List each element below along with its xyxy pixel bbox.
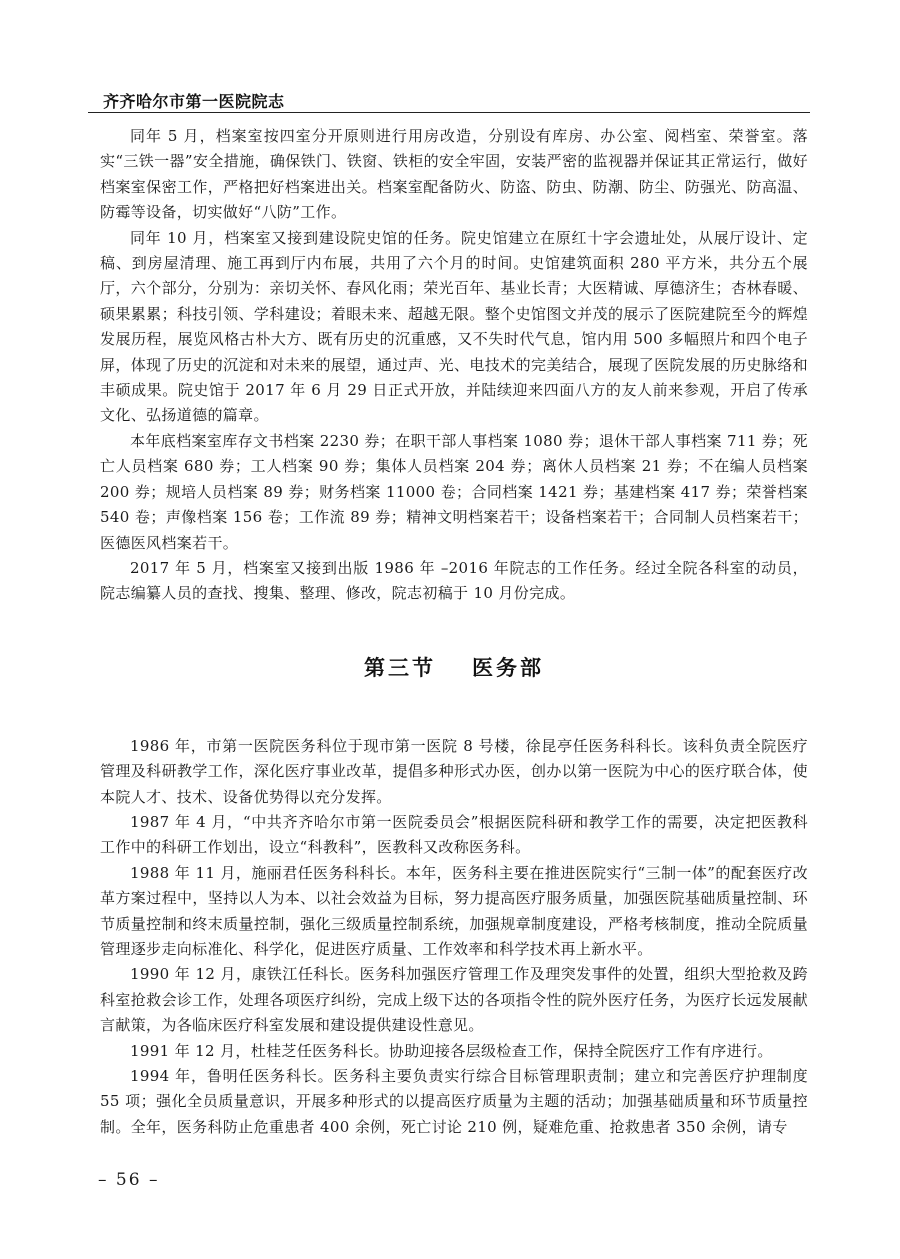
paragraph: 1990 年 12 月，康铁江任科长。医务科加强医疗管理工作及理突发事件的处置，组织大型抢救及跨科室抢救会诊工作，处理各项医疗纠纷，完成上级下达的各项指令性的院外医疗任务，为医疗长远发展献言献策，为各临床医疗科室发展和建设提供建设性意见。: [100, 965, 808, 1035]
paragraph: 1986 年，市第一医院医务科位于现市第一医院 8 号楼，徐昆亭任医务科科长。该科负责全院医疗管理及科研教学工作，深化医疗事业改革，提倡多种形式办医，创办以第一医院为中心的医疗联合体，使本院人才、技术、设备优势得以充分发挥。: [100, 736, 808, 806]
paragraph: 同年 5 月，档案室按四室分开原则进行用房改造，分别设有库房、办公室、阅档室、荣誉室。落实“三铁一器”安全措施，确保铁门、铁窗、铁柜的安全牢固，安装严密的监视器并保证其正常运行，做好档案室保密工作，严格把好档案进出关。档案室配备防火、防盗、防虫、防潮、防尘、防强光、防高温、防霉等设备，切实做好“八防”工作。: [100, 127, 808, 222]
paragraph: 1987 年 4 月，“中共齐齐哈尔市第一医院委员会”根据医院科研和教学工作的需要，决定把医教科工作中的科研工作划出，设立“科教科”，医教科又改称医务科。: [100, 812, 808, 857]
paragraph: 同年 10 月，档案室又接到建设院史馆的任务。院史馆建立在原红十字会遗址处，从展厅设计、定稿、到房屋清理、施工再到厅内布展，共用了六个月的时间。史馆建筑面积 280 平方米，共分五个展厅，六个部分，分别为：亲切关怀、春风化雨；荣光百年、基业长青；大医精诚、厚德济生；杏林春暖、硕果累累；科技引领、学科建设；着眼未来、超越无限。整个史馆图文并茂的展示了医院建院至今的辉煌发展历程，展览风格古朴大方、既有历史的沉重感，又不失时代气息，馆内用 500 多幅照片和四个电子屏，体现了历史的沉淀和对未来的展望，通过声、光、电技术的完美结合，展现了医院发展的历史脉络和丰硕成果。院史馆于 2017 年 6 月 29 日正式开放，并陆续迎来四面八方的友人前来参观，开启了传承文化、弘扬道德的篇章。: [100, 228, 808, 425]
paragraph: 本年底档案室库存文书档案 2230 券；在职干部人事档案 1080 券；退休干部人事档案 711 券；死亡人员档案 680 券；工人档案 90 券；集体人员档案 204 券；离休人员档案 21 券；不在编人员档案 200 券；规培人员档案 89 券；财务档案 11000 卷；合同档案 1421 券；基建档案 417 券；荣誉档案 540 卷；声像档案 156 卷；工作流 89 券；精神文明档案若干；设备档案若干；合同制人员档案若干；医德医风档案若干。: [100, 431, 808, 552]
page-content: [100, 124, 808, 1140]
header-divider: [88, 112, 810, 113]
paragraph: 2017 年 5 月，档案室又接到出版 1986 年 –2016 年院志的工作任务。经过全院各科室的动员，院志编纂人员的查找、搜集、整理、修改，院志初稿于 10 月份完成。: [100, 558, 808, 603]
paragraph: 1988 年 11 月，施丽君任医务科科长。本年，医务科主要在推进医院实行“三制一体”的配套医疗改革方案过程中，坚持以人为本、以社会效益为目标，努力提高医疗服务质量，加强医院基础质量控制、环节质量控制和终末质量控制，强化三级质量控制系统，加强规章制度建设，严格考核制度，推动全院质量管理逐步走向标准化、科学化，促进医疗质量、工作效率和科学技术再上新水平。: [100, 863, 808, 958]
archive-section-text: [100, 124, 808, 607]
paragraph: 1994 年，鲁明任医务科长。医务科主要负责实行综合目标管理职责制；建立和完善医疗护理制度 55 项；强化全员质量意识，开展多种形式的以提高医疗质量为主题的活动；加强基础质量和环节质量控制。全年，医务科防止危重患者 400 余例，死亡讨论 210 例，疑难危重、抢救患者 350 余例，请专: [100, 1067, 808, 1136]
running-header-title: 齐齐哈尔市第一医院院志: [103, 92, 285, 111]
paragraph: 1991 年 12 月，杜桂芝任医务科长。协助迎接各层级检查工作，保持全院医疗工作有序进行。: [130, 1041, 773, 1060]
medical-department-text: [100, 734, 808, 1141]
section-heading: [100, 652, 808, 682]
section-number: 第三节: [364, 655, 436, 680]
page-number: – 56 –: [98, 1170, 160, 1190]
section-name: 医务部: [472, 655, 544, 680]
